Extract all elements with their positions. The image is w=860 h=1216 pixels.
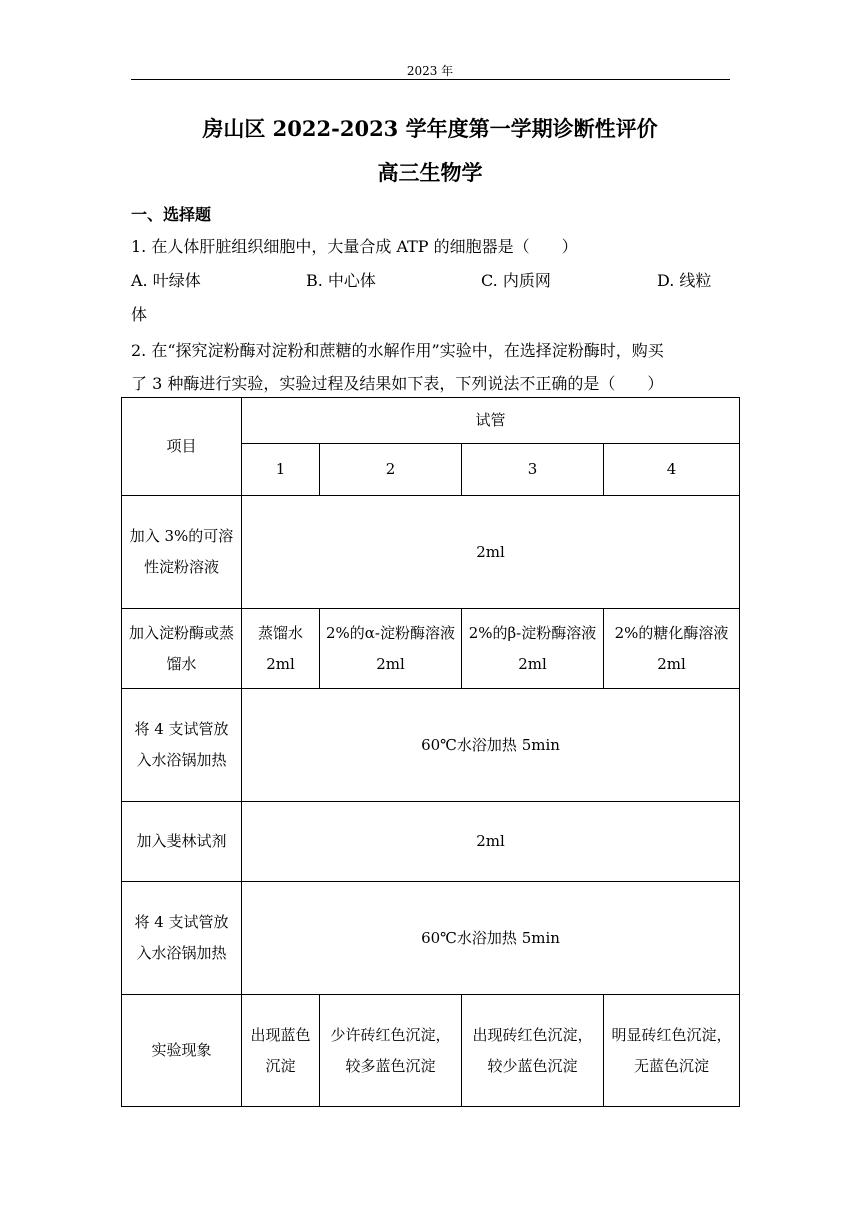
tube-number: 1 bbox=[242, 444, 320, 496]
option-a: A. 叶绿体 bbox=[131, 271, 201, 290]
row-cell: 出现砖红色沉淀，较少蓝色沉淀 bbox=[462, 995, 604, 1107]
option-b: B. 中心体 bbox=[306, 271, 376, 290]
row-value: 60℃水浴加热 5min bbox=[242, 882, 740, 995]
tube-number: 3 bbox=[462, 444, 604, 496]
question-1-options bbox=[131, 268, 730, 292]
section-title: 一、选择题 bbox=[131, 205, 212, 224]
exam-title: 房山区 2022-2023 学年度第一学期诊断性评价 bbox=[202, 116, 658, 141]
question-2-stem-line1: 2. 在“探究淀粉酶对淀粉和蔗糖的水解作用”实验中，在选择淀粉酶时，购买 bbox=[131, 341, 664, 360]
row-label: 实验现象 bbox=[122, 995, 242, 1107]
row-cell: 出现蓝色沉淀 bbox=[242, 995, 320, 1107]
row-value: 2ml bbox=[242, 496, 740, 609]
row-label: 加入 3%的可溶性淀粉溶液 bbox=[122, 496, 242, 609]
option-d: D. 线粒 bbox=[657, 271, 712, 290]
row-cell: 蒸馏水 2ml bbox=[242, 609, 320, 689]
option-c: C. 内质网 bbox=[481, 271, 551, 290]
row-cell: 明显砖红色沉淀，无蓝色沉淀 bbox=[604, 995, 740, 1107]
item-header: 项目 bbox=[122, 398, 242, 496]
exam-subject: 高三生物学 bbox=[377, 160, 483, 185]
tube-header: 试管 bbox=[242, 398, 740, 444]
header-year: 2023 年 bbox=[406, 64, 454, 78]
tube-number: 4 bbox=[604, 444, 740, 496]
row-cell: 2%的β-淀粉酶溶液 2ml bbox=[462, 609, 604, 689]
tube-number: 2 bbox=[320, 444, 462, 496]
row-label: 加入斐林试剂 bbox=[122, 802, 242, 882]
row-cell: 少许砖红色沉淀，较多蓝色沉淀 bbox=[320, 995, 462, 1107]
row-label: 将 4 支试管放入水浴锅加热 bbox=[122, 689, 242, 802]
row-value: 60℃水浴加热 5min bbox=[242, 689, 740, 802]
row-label: 将 4 支试管放入水浴锅加热 bbox=[122, 882, 242, 995]
option-d-wrap: 体 bbox=[131, 305, 148, 324]
question-2-stem-line2: 了 3 种酶进行实验，实验过程及结果如下表，下列说法不正确的是（ ） bbox=[131, 374, 664, 393]
row-cell: 2%的α-淀粉酶溶液 2ml bbox=[320, 609, 462, 689]
row-label: 加入淀粉酶或蒸馏水 bbox=[122, 609, 242, 689]
question-1-stem: 1. 在人体肝脏组织细胞中，大量合成 ATP 的细胞器是（ ） bbox=[131, 237, 578, 256]
row-cell: 2%的糖化酶溶液 2ml bbox=[604, 609, 740, 689]
header-rule bbox=[131, 79, 730, 80]
row-value: 2ml bbox=[242, 802, 740, 882]
experiment-table bbox=[121, 397, 740, 1107]
